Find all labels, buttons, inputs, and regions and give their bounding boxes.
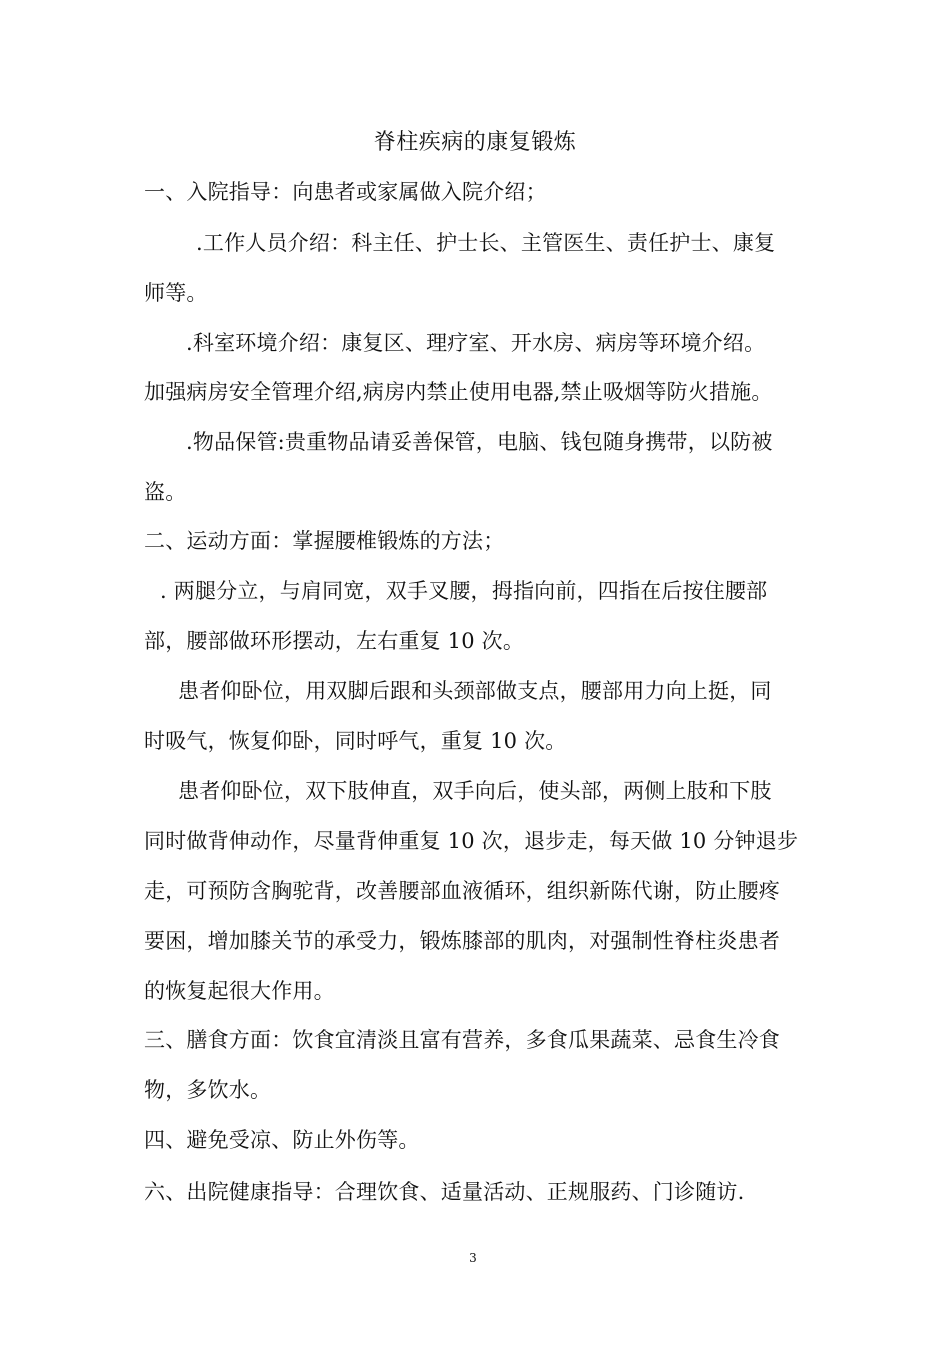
paragraph-exercise-3-line2: 同时做背伸动作，尽量背伸重复 10 次，退步走，每天做 10 分钟退步 — [144, 829, 799, 853]
paragraph-belongings-cont: 盗。 — [144, 480, 187, 504]
section-admission-guidance: 一、入院指导：向患者或家属做入院介绍； — [144, 180, 547, 204]
paragraph-exercise-1: . 两腿分立，与肩同宽，双手叉腰，拇指向前，四指在后按住腰部 — [160, 579, 768, 603]
section-diet: 三、膳食方面：饮食宜清淡且富有营养，多食瓜果蔬菜、忌食生冷食 — [144, 1028, 780, 1052]
paragraph-safety-management: 加强病房安全管理介绍,病房内禁止使用电器,禁止吸烟等防火措施。 — [144, 380, 773, 404]
section-diet-cont: 物，多饮水。 — [144, 1078, 272, 1102]
paragraph-exercise-3-line3: 走，可预防含胸驼背，改善腰部血液循环，组织新陈代谢，防止腰疼 — [144, 879, 780, 903]
section-exercise: 二、运动方面：掌握腰椎锻炼的方法； — [144, 529, 505, 553]
paragraph-exercise-3-line4: 要困，增加膝关节的承受力，锻炼膝部的肌肉，对强制性脊柱炎患者 — [144, 929, 780, 953]
paragraph-belongings: .物品保管:贵重物品请妥善保管，电脑、钱包随身携带，以防被 — [186, 430, 773, 454]
paragraph-exercise-2: 患者仰卧位，用双脚后跟和头颈部做支点，腰部用力向上挺，同 — [178, 679, 772, 703]
section-discharge-guidance: 六、出院健康指导：合理饮食、适量活动、正规服药、门诊随访. — [144, 1180, 745, 1204]
section-avoid-cold: 四、避免受凉、防止外伤等。 — [144, 1128, 420, 1152]
paragraph-exercise-2-cont: 时吸气，恢复仰卧，同时呼气，重复 10 次。 — [144, 729, 567, 753]
paragraph-exercise-3-line5: 的恢复起很大作用。 — [144, 979, 335, 1003]
page-number: 3 — [469, 1251, 477, 1265]
paragraph-exercise-1-cont: 部，腰部做环形摆动，左右重复 10 次。 — [144, 629, 525, 653]
paragraph-staff-intro: .工作人员介绍：科主任、护士长、主管医生、责任护士、康复 — [196, 231, 776, 255]
document-title: 脊柱疾病的康复锻炼 — [373, 130, 577, 155]
paragraph-environment-intro: .科室环境介绍：康复区、理疗室、开水房、病房等环境介绍。 — [186, 331, 766, 355]
paragraph-exercise-3: 患者仰卧位，双下肢伸直，双手向后，使头部，两侧上肢和下肢 — [178, 779, 772, 803]
paragraph-staff-intro-cont: 师等。 — [144, 281, 208, 305]
